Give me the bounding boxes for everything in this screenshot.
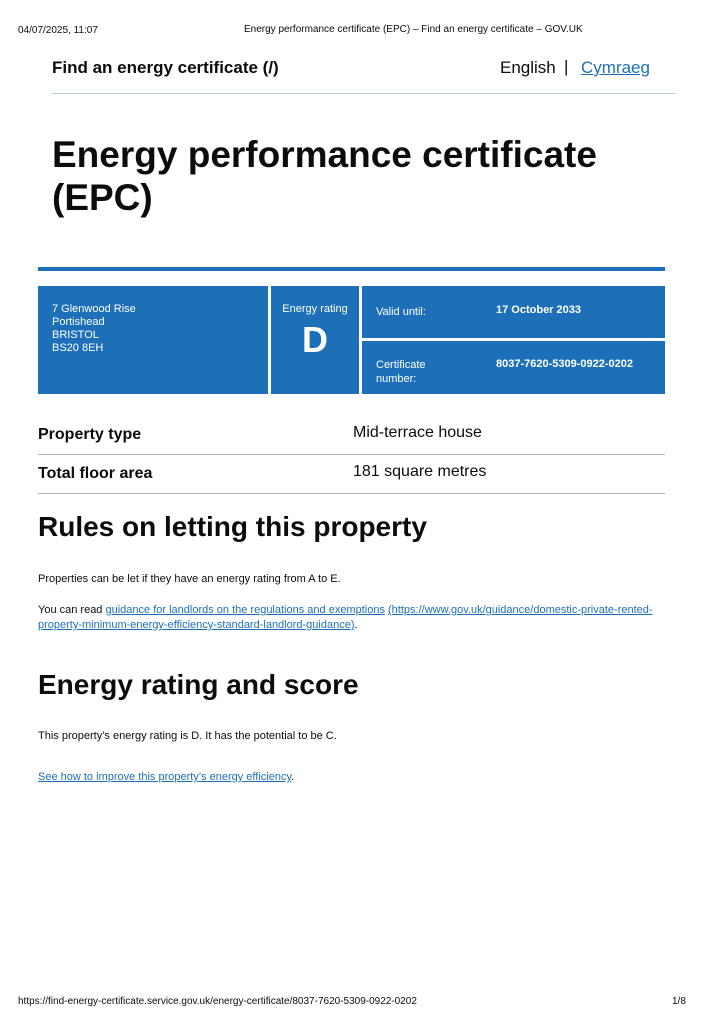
print-date: 04/07/2025, 11:07 <box>18 25 98 36</box>
energy-rating-heading: Energy rating and score <box>38 669 359 700</box>
energy-rating-cell <box>271 286 359 394</box>
address-cell <box>38 286 268 394</box>
summary-key: Property type <box>38 426 142 443</box>
improve-paragraph <box>38 770 658 785</box>
valid-until-cell <box>362 286 665 338</box>
print-footer-url: https://find-energy-certificate.service.gov.uk/energy-certificate/8037-7620-5309-0922-0202 <box>18 996 417 1007</box>
certificate-summary-panel <box>38 286 665 394</box>
landlord-guidance-url[interactable]: (https://www.gov.uk/guidance/domestic-private-rented-property-minimum-energy-efficiency-standard-landlord-guidance) <box>38 604 653 631</box>
certificate-number-value: 8037-7620-5309-0922-0202 <box>496 358 634 370</box>
letting-paragraph: Properties can be let if they have an energy rating from A to E. <box>38 573 341 585</box>
valid-until-value: 17 October 2033 <box>496 304 581 316</box>
valid-until-label: Valid until: <box>376 306 426 318</box>
energy-rating-paragraph: This property’s energy rating is D. It has the potential to be C. <box>38 730 337 742</box>
print-page-number: 1/8 <box>672 996 686 1007</box>
summary-value: 181 square metres <box>353 463 487 480</box>
improve-efficiency-link[interactable]: See how to improve this property’s energy efficiency <box>38 771 292 783</box>
address-line: Portishead <box>52 316 105 328</box>
energy-rating-label: Energy rating <box>282 303 348 315</box>
language-english-link[interactable]: English <box>500 58 556 77</box>
page-title: Energy performance certificate (EPC) <box>52 134 597 218</box>
print-page-title: Energy performance certificate (EPC) – Find an energy certificate – GOV.UK <box>244 24 583 35</box>
service-name-link[interactable]: Find an energy certificate (/) <box>52 58 279 77</box>
language-separator: | <box>564 57 569 76</box>
guidance-prefix: You can read <box>38 604 106 616</box>
header-divider <box>52 93 676 94</box>
letting-heading: Rules on letting this property <box>38 511 427 542</box>
summary-row-property-type <box>38 416 665 455</box>
address-line: BRISTOL <box>52 329 99 341</box>
address-line: 7 Glenwood Rise <box>52 303 136 315</box>
improve-suffix: . <box>291 771 295 783</box>
summary-value: Mid-terrace house <box>353 424 482 441</box>
summary-row-floor-area <box>38 455 665 494</box>
title-underline <box>38 267 665 271</box>
certificate-number-label: Certificate number: <box>376 359 426 385</box>
address-line: BS20 8EH <box>52 342 104 354</box>
landlord-guidance-link[interactable]: guidance for landlords on the regulations and exemptions <box>105 604 385 616</box>
summary-key: Total floor area <box>38 465 153 482</box>
address <box>52 303 136 355</box>
certificate-number-cell <box>362 341 665 394</box>
energy-rating-letter: D <box>302 319 328 360</box>
guidance-suffix: . <box>354 619 358 631</box>
letting-guidance-paragraph <box>38 603 658 633</box>
language-welsh-link[interactable]: Cymraeg <box>581 58 650 77</box>
